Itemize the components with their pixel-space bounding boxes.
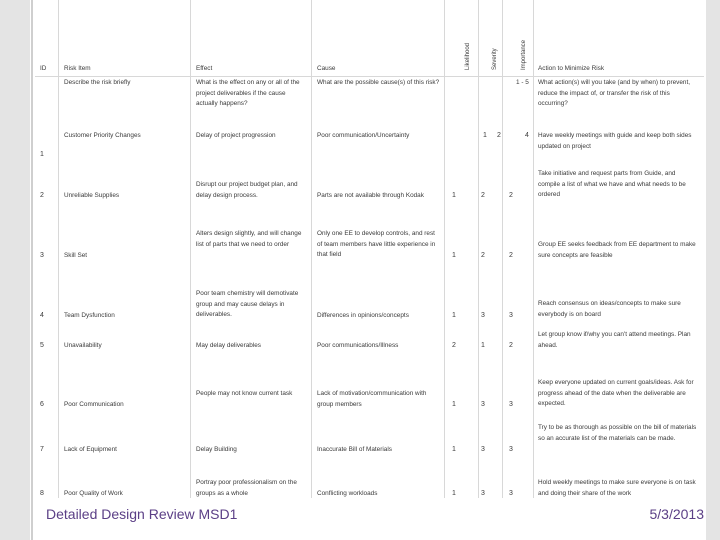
header-id: ID (40, 65, 47, 72)
row-risk: Poor Communication (64, 401, 124, 408)
row-id: 7 (40, 446, 44, 453)
row-risk: Lack of Equipment (64, 446, 117, 453)
row-importance: 2 (509, 252, 513, 259)
row-id: 4 (40, 312, 44, 319)
row-likelihood: 2 (452, 342, 456, 349)
row-id: 5 (40, 342, 44, 349)
right-sidebar-decoration (706, 0, 720, 540)
row-cause: Parts are not available through Kodak (317, 192, 424, 199)
row-risk: Customer Priority Changes (64, 132, 141, 139)
guide-scores: 1 - 5 (516, 79, 529, 86)
row-importance: 2 (509, 192, 513, 199)
row-effect: Portray poor professionalism on the groups as a whole (196, 479, 297, 497)
row-risk: Skill Set (64, 252, 88, 259)
row-effect: Delay Building (196, 446, 237, 453)
row-importance: 2 (509, 342, 513, 349)
row-id: 1 (40, 151, 44, 158)
guide-action: What action(s) will you take (and by when) to prevent, reduce the impact of, or transfer the risk of this occurring? (538, 79, 691, 107)
guide-risk-item: Describe the risk briefly (64, 79, 131, 86)
column-divider (58, 0, 59, 498)
row-severity: 2 (497, 132, 501, 139)
column-divider (444, 0, 445, 498)
row-severity: 2 (481, 252, 485, 259)
row-likelihood: 1 (452, 252, 456, 259)
row-effect: Alters design slightly, and will change list of parts that we need to order (196, 230, 302, 248)
row-likelihood: 1 (452, 401, 456, 408)
column-divider (533, 0, 534, 498)
row-id: 3 (40, 252, 44, 259)
guide-effect: What is the effect on any or all of the project deliverables if the cause actually happens? (196, 79, 300, 107)
header-effect: Effect (196, 65, 213, 72)
column-divider (311, 0, 312, 498)
footer-date: 5/3/2013 (649, 506, 704, 522)
row-severity: 3 (481, 490, 485, 497)
row-effect: Disrupt our project budget plan, and delay design process. (196, 181, 298, 199)
row-likelihood: 1 (452, 490, 456, 497)
row-effect: People may not know current task (196, 390, 293, 397)
header-importance: Importance (521, 39, 527, 70)
row-cause: Poor communication/Uncertainty (317, 132, 410, 139)
header-risk-item: Risk Item (64, 65, 91, 72)
row-cause: Only one EE to develop controls, and rest of team members have little experience in that field (317, 230, 436, 258)
row-effect: Poor team chemistry will demotivate group and may cause delays in deliverables. (196, 290, 299, 318)
column-divider (478, 0, 479, 498)
row-severity: 1 (481, 342, 485, 349)
row-id: 2 (40, 192, 44, 199)
row-cause: Conflicting workloads (317, 490, 378, 497)
row-action: Try to be as thorough as possible on the bill of materials so an accurate list of the materials can be made. (538, 424, 697, 442)
row-importance: 3 (509, 446, 513, 453)
row-action: Take initiative and request parts from Guide, and compile a list of what we have and what needs to be ordered (538, 170, 686, 198)
row-likelihood: 1 (452, 192, 456, 199)
left-sidebar-line (31, 0, 33, 540)
row-effect: May delay deliverables (196, 342, 262, 349)
column-divider (190, 0, 191, 498)
header-divider (35, 76, 704, 77)
row-risk: Unavailability (64, 342, 102, 349)
row-action: Hold weekly meetings to make sure everyone is on task and doing their share of the work (538, 479, 696, 497)
footer-title: Detailed Design Review MSD1 (46, 506, 238, 522)
row-id: 6 (40, 401, 44, 408)
guide-cause: What are the possible cause(s) of this risk? (317, 79, 440, 86)
row-likelihood: 1 (452, 312, 456, 319)
header-severity: Severity (492, 48, 498, 70)
row-likelihood: 1 (452, 446, 456, 453)
column-divider (502, 0, 503, 498)
row-cause: Poor communications/Illness (317, 342, 399, 349)
row-cause: Differences in opinions/concepts (317, 312, 409, 319)
row-action: Group EE seeks feedback from EE department to make sure concepts are feasible (538, 241, 696, 259)
row-severity: 2 (481, 192, 485, 199)
header-action: Action to Minimize Risk (538, 65, 605, 72)
row-severity: 3 (481, 401, 485, 408)
left-sidebar-decoration (0, 0, 30, 540)
row-importance: 3 (509, 312, 513, 319)
row-id: 8 (40, 490, 44, 497)
row-likelihood: 1 (483, 132, 487, 139)
row-importance: 3 (509, 401, 513, 408)
header-cause: Cause (317, 65, 336, 72)
row-effect: Delay of project progression (196, 132, 276, 139)
row-action: Keep everyone updated on current goals/ideas. Ask for progress ahead of the date when the deliverable are expected. (538, 379, 694, 407)
row-action: Have weekly meetings with guide and keep both sides updated on project (538, 132, 692, 150)
row-importance: 4 (525, 132, 529, 139)
row-action: Let group know if/why you can't attend meetings. Plan ahead. (538, 331, 691, 349)
row-severity: 3 (481, 312, 485, 319)
row-risk: Poor Quality of Work (64, 490, 123, 497)
row-action: Reach consensus on ideas/concepts to make sure everybody is on board (538, 300, 681, 318)
row-cause: Inaccurate Bill of Materials (317, 446, 392, 453)
header-likelihood: Likelihood (465, 42, 471, 70)
row-severity: 3 (481, 446, 485, 453)
row-risk: Unreliable Supplies (64, 192, 120, 199)
row-cause: Lack of motivation/communication with group members (317, 390, 427, 408)
row-importance: 3 (509, 490, 513, 497)
row-risk: Team Dysfunction (64, 312, 115, 319)
